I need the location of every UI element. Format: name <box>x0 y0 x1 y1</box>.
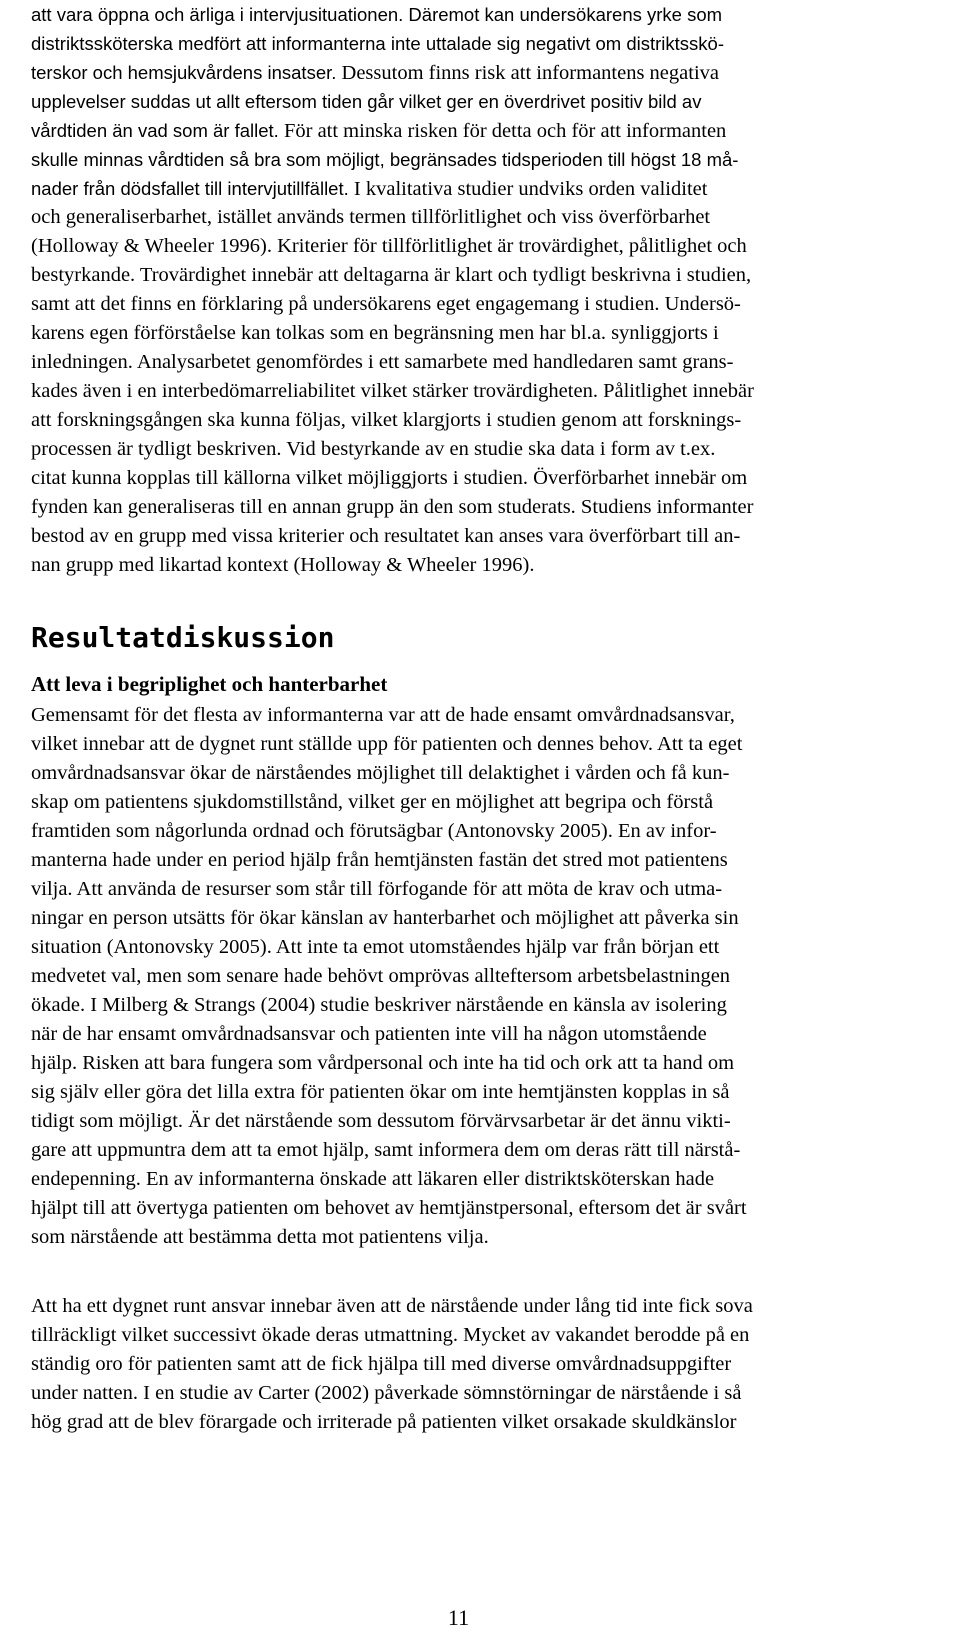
text-line <box>31 348 911 377</box>
text-line <box>31 435 911 464</box>
text-line <box>31 232 911 261</box>
text-run: samt att det finns en förklaring på undersökarens eget engagemang i studien. Undersö- <box>31 293 741 315</box>
text-line: manterna hade under en period hjälp från hemtjänsten fastän det stred mot patientens <box>31 849 728 871</box>
text-run: Dessutom finns risk att informantens negativa <box>341 62 719 84</box>
text-line: när de har ensamt omvårdnadsansvar och patienten inte vill ha någon utomstående <box>31 1023 707 1045</box>
text-run: citat kunna kopplas till källorna vilket möjliggjorts i studien. Överförbarhet innebär om <box>31 467 748 489</box>
text-run: vårdtiden än vad som är fallet. <box>31 120 284 141</box>
text-line: vilja. Att använda de resurser som står till förfogande för att möta de krav och utma- <box>31 878 723 900</box>
text-line: tidigt som möjligt. Är det närstående som dessutom förvärvsarbetar är det ännu vikti- <box>31 1110 731 1132</box>
text-run: inledningen. Analysarbetet genomfördes i ett samarbete med handledaren samt grans- <box>31 351 734 373</box>
text-line: som närstående att bestämma detta mot patientens vilja. <box>31 1226 489 1248</box>
text-run: terskor och hemsjukvårdens insatser. <box>31 62 342 83</box>
text-run: (Holloway & Wheeler 1996). Kriterier för tillförlitlighet är trovärdighet, pålitlighet och <box>31 235 747 257</box>
text-line: ningar en person utsätts för ökar känslan av hanterbarhet och möjlighet att påverka sin <box>31 907 739 929</box>
section-heading: Resultatdiskussion <box>31 621 335 654</box>
text-line: tillräckligt vilket successivt ökade deras utmattning. Mycket av vakandet berodde på en <box>31 1324 750 1346</box>
text-line: ständig oro för patienten samt att de fick hjälpa till med diverse omvårdnadsuppgifter <box>31 1353 732 1375</box>
text-line <box>31 261 911 290</box>
text-line <box>31 145 911 174</box>
text-line <box>31 493 911 522</box>
text-run: kades även i en interbedömarreliabilitet vilket stärker trovärdigheten. Pålitlighet innebär <box>31 380 754 402</box>
text-line <box>31 522 911 551</box>
text-line <box>31 319 911 348</box>
text-line <box>31 551 911 580</box>
text-run: att forskningsgången ska kunna följas, vilket klargjorts i studien genom att forsknings- <box>31 409 742 431</box>
text-run: upplevelser suddas ut allt eftersom tiden går vilket ger en överdrivet positiv bild av <box>31 91 702 112</box>
text-line <box>31 58 911 87</box>
text-run: fynden kan generaliseras till en annan grupp än den som studerats. Studiens informanter <box>31 496 754 518</box>
text-line: vilket innebar att de dygnet runt ställde upp för patienten och dennes behov. Att ta eget <box>31 733 743 755</box>
text-line: skap om patientens sjukdomstillstånd, vilket ger en möjlighet att begripa och förstå <box>31 791 714 813</box>
text-line <box>31 174 911 203</box>
text-run: karens egen förförståelse kan tolkas som en begränsning men har bl.a. synliggjorts i <box>31 322 719 344</box>
text-run: I kvalitativa studier undviks orden validitet <box>353 178 708 200</box>
text-line: hjälp. Risken att bara fungera som vårdpersonal och inte ha tid och ork att ta hand om <box>31 1052 735 1074</box>
text-line: under natten. I en studie av Carter (2002) påverkade sömnstörningar de närstående i så <box>31 1382 742 1404</box>
text-line <box>31 29 911 58</box>
subheading: Att leva i begriplighet och hanterbarhet <box>31 672 388 696</box>
text-line: hög grad att de blev förargade och irriterade på patienten vilket orsakade skuldkänslor <box>31 1411 737 1433</box>
text-line <box>31 406 911 435</box>
text-line <box>31 290 911 319</box>
text-line <box>31 377 911 406</box>
text-run: att vara öppna och ärliga i intervjusituationen. Däremot kan undersökarens yrke som <box>31 4 723 25</box>
text-run: och generaliserbarhet, istället används termen tillförlitlighet och viss överförbarhet <box>31 206 711 228</box>
text-line <box>31 0 911 29</box>
text-line <box>31 203 911 232</box>
text-run: processen är tydligt beskriven. Vid bestyrkande av en studie ska data i form av t.ex. <box>31 438 716 460</box>
text-run: nan grupp med likartad kontext (Holloway & Wheeler 1996). <box>31 554 535 576</box>
page-number: 11 <box>447 1605 470 1630</box>
text-line: framtiden som någorlunda ordnad och förutsägbar (Antonovsky 2005). En av infor- <box>31 820 717 842</box>
body-paragraph-1 <box>31 701 911 1252</box>
text-line: ökade. I Milberg & Strangs (2004) studie beskriver närstående en känsla av isolering <box>31 994 727 1016</box>
text-run: bestod av en grupp med vissa kriterier och resultatet kan anses vara överförbart till an- <box>31 525 741 547</box>
text-run: nader från dödsfallet till intervjutillfället. <box>31 178 354 199</box>
intro-paragraph <box>31 0 911 580</box>
text-run: distriktssköterska medfört att informanterna inte uttalade sig negativt om distriktsskö- <box>31 33 725 54</box>
text-line <box>31 464 911 493</box>
text-line: medvetet val, men som senare hade behövt omprövas allteftersom arbetsbelastningen <box>31 965 731 987</box>
text-line: Gemensamt för det flesta av informanterna var att de hade ensamt omvårdnadsansvar, <box>31 704 735 726</box>
text-line: endepenning. En av informanterna önskade att läkaren eller distriktsköterskan hade <box>31 1168 715 1190</box>
text-run: För att minska risken för detta och för att informanten <box>283 120 727 142</box>
text-line: sig själv eller göra det lilla extra för patienten ökar om inte hemtjänsten kopplas in så <box>31 1081 730 1103</box>
text-run: bestyrkande. Trovärdighet innebär att deltagarna är klart och tydligt beskrivna i studien, <box>31 264 752 286</box>
text-line: omvårdnadsansvar ökar de närståendes möjlighet till delaktighet i vården och få kun- <box>31 762 730 784</box>
text-run: skulle minnas vårdtiden så bra som möjligt, begränsades tidsperioden till högst 18 må- <box>31 149 739 170</box>
text-line <box>31 116 911 145</box>
text-line: gare att uppmuntra dem att ta emot hjälp, samt informera dem om deras rätt till närstå- <box>31 1139 741 1161</box>
body-paragraph-2 <box>31 1292 911 1437</box>
text-line: Att ha ett dygnet runt ansvar innebar även att de närstående under lång tid inte fick sova <box>31 1295 753 1317</box>
text-line <box>31 87 911 116</box>
text-line: situation (Antonovsky 2005). Att inte ta emot utomståendes hjälp var från början ett <box>31 936 720 958</box>
text-line: hjälpt till att övertyga patienten om behovet av hemtjänstpersonal, eftersom det är svårt <box>31 1197 747 1219</box>
